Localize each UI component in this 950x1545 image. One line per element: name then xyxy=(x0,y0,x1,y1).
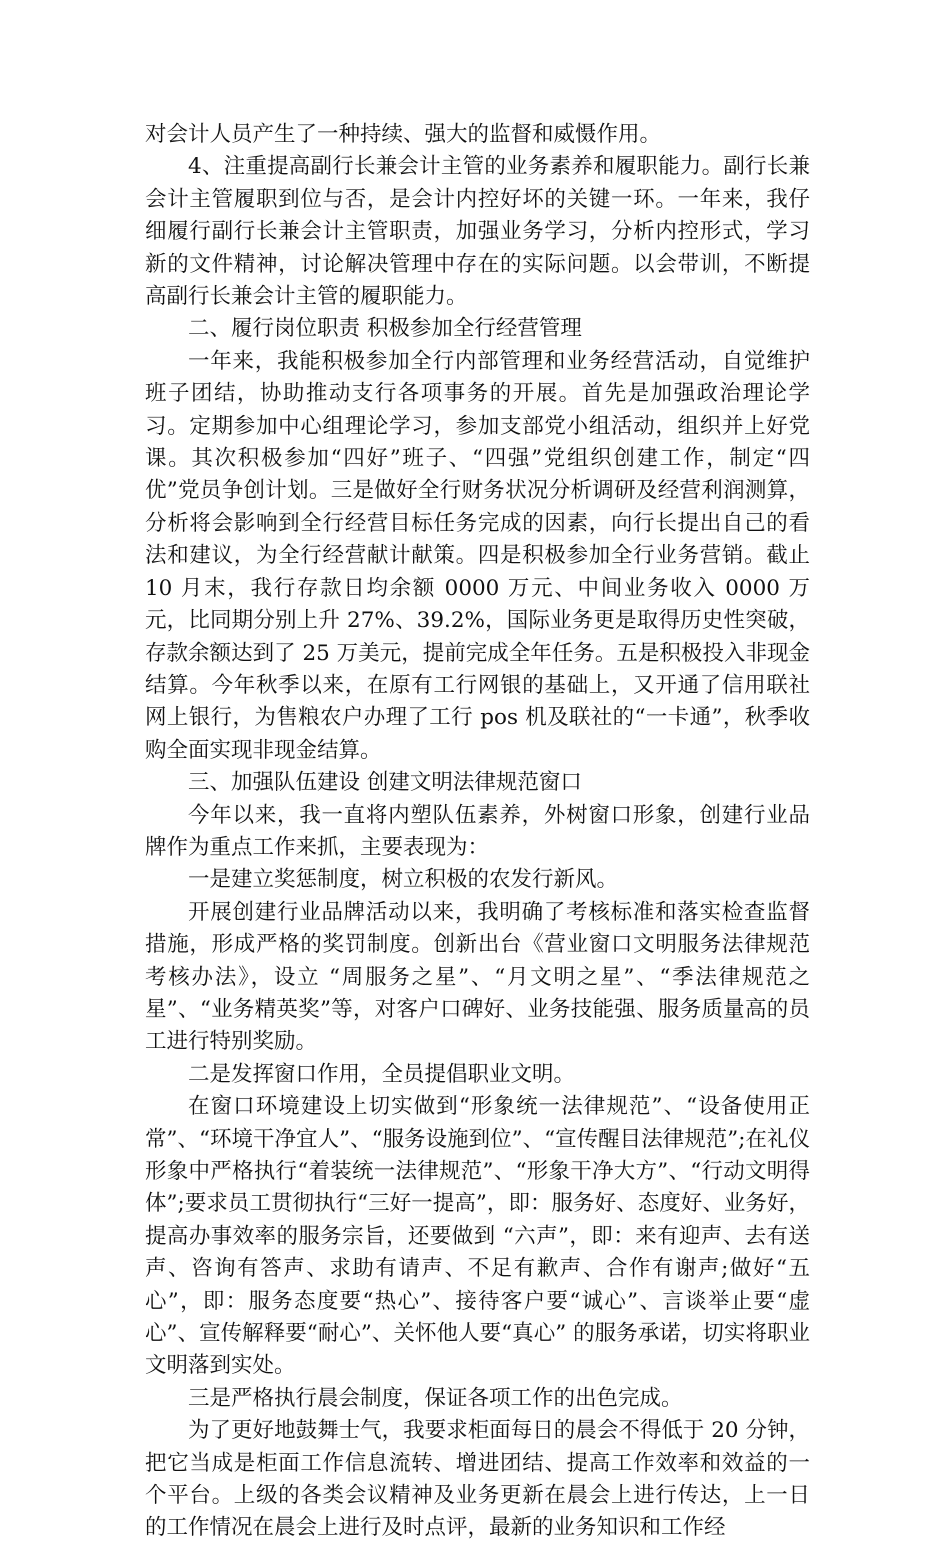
subheading-2: 二是发挥窗口作用，全员提倡职业文明。 xyxy=(188,1061,576,1087)
paragraph-2: 4、注重提高副行长兼会计主管的业务素养和履职能力。副行长兼会计主管履职到位与否，是会计内控好坏的关键一环。一年来，我仔细履行副行长兼会计主管职责，加强业务学习，分析内控形式，学习新的文件精神，讨论解决管理中存在的实际问题。以会带训，不断提高副行长兼会计主管的履职能力。 xyxy=(145,154,810,310)
paragraph-4: 一年来，我能积极参加全行内部管理和业务经营活动，自觉维护班子团结，协助推动支行各项事务的开展。首先是加强政治理论学习。定期参加中心组理论学习，参加支部党小组活动，组织并上好党课。其次积极参加“四好”班子、“四强”党组织创建工作，制定“四优”党员争创计划。三是做好全行财务状况分析调研及经营利润测算，分析将会影响到全行经营目标任务完成的因素，向行长提出自己的看法和建议，为全行经营献计献策。四是积极参加全行业务营销。截止 10 月末，我行存款日均余额 0000 万元、中间业务收入 0000 万元，比同期分别上升 27%、39.2%，国际业务更是取得历史性突破，存款余额达到了 25 万美元，提前完成全年任务。五是积极投入非现金结算。今年秋季以来，在原有工行网银的基础上，又开通了信用联社网上银行，为售粮农户办理了工行 pos 机及联社的“一卡通”，秋季收购全面实现非现金结算。 xyxy=(145,348,810,763)
paragraph-8: 开展创建行业品牌活动以来，我明确了考核标准和落实检查监督措施，形成严格的奖罚制度。创新出台《营业窗口文明服务法律规范考核办法》，设立 “周服务之星”、“月文明之星”、“季法律规范之星”、“业务精英奖”等，对客户口碑好、业务技能强、服务质量高的员工进行特别奖励。 xyxy=(145,899,810,1055)
section-heading-3: 三、加强队伍建设 创建文明法律规范窗口 xyxy=(188,770,582,796)
paragraph-1: 对会计人员产生了一种持续、强大的监督和威慑作用。 xyxy=(145,122,662,147)
subheading-3: 三是严格执行晨会制度，保证各项工作的出色完成。 xyxy=(188,1385,683,1411)
paragraph-6: 今年以来，我一直将内塑队伍素养，外树窗口形象，创建行业品牌作为重点工作来抓，主要表现为： xyxy=(145,802,810,860)
subheading-1: 一是建立奖惩制度，树立积极的农发行新风。 xyxy=(188,867,619,893)
paragraph-10: 在窗口环境建设上切实做到“形象统一法律规范”、“设备使用正常”、“环境干净宜人”、“服务设施到位”、“宣传醒目法律规范”;在礼仪形象中严格执行“着装统一法律规范”、“形象干净大方”、“行动文明得体”;要求员工贯彻执行“三好一提高”，即：服务好、态度好、业务好，提高办事效率的服务宗旨，还要做到 “六声”，即：来有迎声、去有送声、咨询有答声、求助有请声、不足有歉声、合作有谢声;做好“五心”，即：服务态度要“热心”、接待客户要“诚心”、言谈举止要“虚心”、宣传解释要“耐心”、关怀他人要“真心” 的服务承诺，切实将职业文明落到实处。 xyxy=(145,1094,810,1379)
document-body xyxy=(145,119,810,1545)
paragraph-12: 为了更好地鼓舞士气，我要求柜面每日的晨会不得低于 20 分钟，把它当成是柜面工作信息流转、增进团结、提高工作效率和效益的一个平台。上级的各类会议精神及业务更新在晨会上进行传达，上一日的工作情况在晨会上进行及时点评，最新的业务知识和工作经 xyxy=(145,1418,810,1541)
section-heading-2: 二、履行岗位职责 积极参加全行经营管理 xyxy=(188,316,582,342)
